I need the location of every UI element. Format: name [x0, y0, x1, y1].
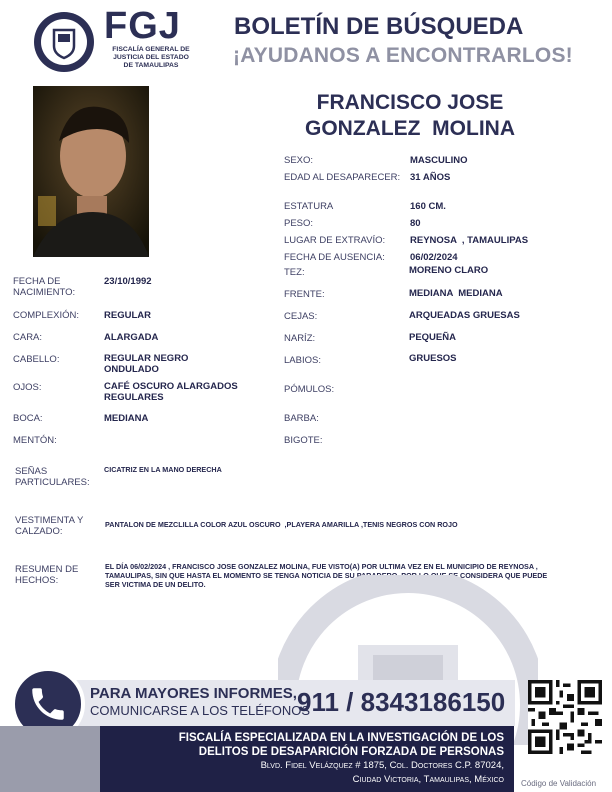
contact-line2: COMUNICARSE A LOS TELÉFONOS [90, 703, 311, 718]
missing-person-photo [33, 86, 149, 257]
value-lugar: REYNOSA , TAMAULIPAS [410, 235, 529, 246]
value-fecha-ausencia: 06/02/2024 [410, 252, 458, 263]
label-bigote: BIGOTE: [284, 435, 323, 446]
value-ojos: CAFÉ OSCURO ALARGADOS REGULARES [104, 381, 238, 403]
value-estatura: 160 CM. [410, 201, 446, 212]
page-title: BOLETÍN DE BÚSQUEDA [234, 13, 524, 40]
label-nariz: NARÍZ: [284, 333, 316, 344]
value-tez: MORENO CLARO [409, 265, 489, 276]
label-cara: CARA: [13, 332, 43, 343]
page-subtitle: ¡AYUDANOS A ENCONTRARLOS! [233, 44, 573, 67]
footer-address-line2: Ciudad Victoria, Tamaulipas, México [352, 774, 504, 785]
label-ojos: OJOS: [13, 382, 42, 393]
value-labios: GRUESOS [409, 353, 457, 364]
label-edad: EDAD AL DESAPARECER: [284, 172, 401, 183]
label-peso: PESO: [284, 218, 314, 229]
contact-phone[interactable]: 911 / 8343186150 [297, 687, 506, 717]
label-menton: MENTÓN: [13, 435, 57, 446]
label-fecha-ausencia: FECHA DE AUSENCIA: [284, 252, 385, 263]
label-cejas: CEJAS: [284, 311, 318, 322]
person-name [260, 90, 560, 142]
label-senas: SEÑAS PARTICULARES: [15, 466, 90, 488]
value-cejas: ARQUEADAS GRUESAS [409, 310, 520, 321]
label-tez: TEZ: [284, 267, 305, 278]
footer-gray-strip [0, 726, 100, 792]
validation-code-label: Código de Validación [521, 779, 597, 788]
value-senas: CICATRIZ EN LA MANO DERECHA [104, 465, 222, 474]
label-resumen: RESUMEN DE HECHOS: [15, 564, 79, 586]
footer-address-line1: Blvd. Fidel Velázquez # 1875, Col. Doctores C.P. 87024, [260, 760, 504, 771]
label-pomulos: PÓMULOS: [284, 384, 335, 395]
logo-subtext: FISCALÍA GENERAL DE JUSTICIA DEL ESTADO DE TAMAULIPAS [112, 46, 190, 69]
label-boca: BOCA: [13, 413, 43, 424]
value-complexion: REGULAR [104, 310, 151, 321]
value-sexo: MASCULINO [410, 155, 468, 166]
logo-text: FGJ [104, 5, 181, 47]
value-cara: ALARGADA [104, 332, 159, 343]
value-resumen: EL DÍA 06/02/2024 , FRANCISCO JOSE GONZALEZ MOLINA, FUE VISTO(A) POR ULTIMA VEZ EN EL MUNICIPIO DE REYNOSA , TAMAULIPAS, SIN QUE HASTA EL MOMENTO SE TENGA NOTICIA DE SU PARADERO, POR LO QUE SE CONSIDERA QUE PUEDE SER VICTIMA DE UN DELITO. [105, 562, 548, 589]
value-peso: 80 [410, 218, 421, 229]
label-lugar: LUGAR DE EXTRAVÍO: [284, 235, 386, 246]
label-sexo: SEXO: [284, 155, 314, 166]
value-frente: MEDIANA MEDIANA [409, 288, 503, 299]
value-boca: MEDIANA [104, 413, 149, 424]
seal-icon [32, 10, 96, 74]
label-frente: FRENTE: [284, 289, 325, 300]
label-cabello: CABELLO: [13, 354, 60, 365]
contact-line1: PARA MAYORES INFORMES, [90, 685, 297, 702]
value-vestimenta: PANTALON DE MEZCLILLA COLOR AZUL OSCURO ,PLAYERA AMARILLA ,TENIS NEGROS CON ROJO [105, 520, 458, 529]
value-fecha-nacimiento: 23/10/1992 [104, 276, 152, 287]
label-complexion: COMPLEXIÓN: [13, 310, 79, 321]
label-labios: LABIOS: [284, 355, 321, 366]
value-cabello: REGULAR NEGRO ONDULADO [104, 353, 189, 375]
label-estatura: ESTATURA [284, 201, 334, 212]
label-barba: BARBA: [284, 413, 319, 424]
value-edad: 31 AÑOS [410, 172, 451, 183]
qr-code[interactable] [528, 680, 602, 754]
label-fecha-nacimiento: FECHA DE NACIMIENTO: [13, 276, 76, 298]
phone-icon [27, 683, 69, 725]
value-nariz: PEQUEÑA [409, 332, 456, 343]
footer-agency-line2: DELITOS DE DESAPARICIÓN FORZADA DE PERSONAS [198, 746, 504, 758]
header [0, 0, 612, 80]
footer-agency-line1: FISCALÍA ESPECIALIZADA EN LA INVESTIGACIÓN DE LOS [178, 732, 504, 744]
label-vestimenta: VESTIMENTA Y CALZADO: [15, 515, 84, 537]
person-name-line2: GONZALEZ MOLINA [305, 117, 515, 140]
person-name-line1: FRANCISCO JOSE [316, 91, 504, 114]
